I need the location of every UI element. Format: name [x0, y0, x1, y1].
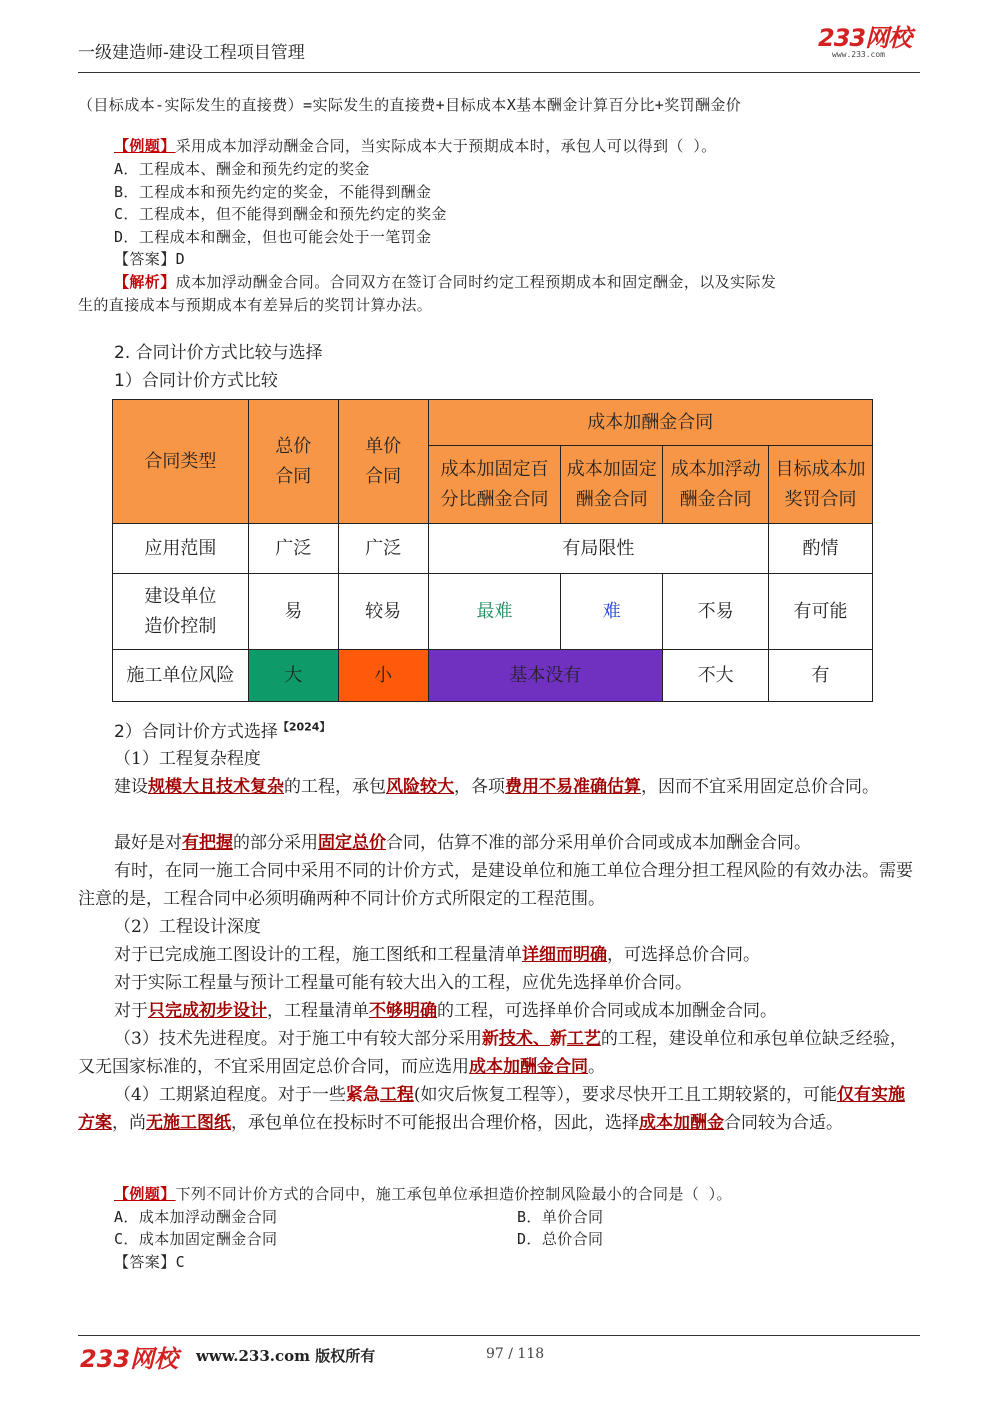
sel-para-8: （4）工期紧迫程度。对于一些紧急工程(如灾后恢复工程等），要求尽快开工且工期较紧的，可能仅有实施方案，尚无施工图纸，承包单位在投标时不可能报出合理价格，因此，选择成本加酬金合同较为合适。	[78, 1085, 905, 1133]
table-cell: 较易	[338, 574, 428, 650]
q1-analysis-label: 【解析】	[114, 273, 176, 291]
table-cell: 大	[248, 650, 338, 702]
page-number: 97 / 118	[486, 1346, 545, 1362]
footer-divider	[78, 1335, 920, 1336]
header-target-cost: 目标成本加 奖罚合同	[769, 446, 873, 524]
q1-analysis-text1: 成本加浮动酬金合同。合同双方在签订合同时约定工程预期成本和固定酬金，以及实际发	[175, 273, 777, 291]
table-cell: 广泛	[338, 524, 428, 574]
sel-para-5: 对于实际工程量与预计工程量可能有较大出入的工程，应优先选择单价合同。	[114, 973, 692, 993]
table-cell: 有	[769, 650, 873, 702]
q2-answer: 【答案】C	[114, 1253, 186, 1271]
header-unit-price: 单价 合同	[338, 400, 428, 524]
q2-option-d: D．总价合同	[517, 1230, 604, 1248]
table-cell: 基本没有	[428, 650, 663, 702]
q2-label: 【例题】	[114, 1185, 176, 1203]
table-row	[113, 524, 873, 574]
formula-line: （目标成本-实际发生的直接费）=实际发生的直接费+目标成本X基本酬金计算百分比+奖罚酬金价	[78, 96, 742, 114]
sel-para-7: （3）技术先进程度。对于施工中有较大部分采用新技术、新工艺的工程，建设单位和承包单位缺乏经验，又无国家标准的，不宜采用固定总价合同，而应选用成本加酬金合同。	[78, 1029, 907, 1077]
comparison-table	[112, 399, 873, 702]
table-cell: 酌情	[769, 524, 873, 574]
header-lump-sum: 总价 合同	[248, 400, 338, 524]
table-cell: 有局限性	[428, 524, 769, 574]
sel-heading-2: （2）工程设计深度	[114, 917, 261, 937]
sel-para-6: 对于只完成初步设计，工程量清单不够明确的工程，可选择单价合同或成本加酬金合同。	[114, 1001, 777, 1021]
table-cell: 易	[248, 574, 338, 650]
header-cost-plus-fixed: 成本加固定 酬金合同	[561, 446, 663, 524]
footer-copyright: www.233.com 版权所有	[196, 1347, 376, 1365]
q2-option-c: C．成本加固定酬金合同	[114, 1230, 278, 1248]
q1-stem-text: 采用成本加浮动酬金合同，当实际成本大于预期成本时，承包人可以得到（ ）。	[175, 137, 717, 155]
logo-url: www.233.com	[832, 50, 885, 59]
section-heading: 2. 合同计价方式比较与选择	[114, 343, 323, 363]
header-title: 一级建造师-建设工程项目管理	[78, 43, 305, 63]
header-contract-type: 合同类型	[113, 400, 249, 524]
table-cell: 小	[338, 650, 428, 702]
q1-option-d: D．工程成本和酬金，但也可能会处于一笔罚金	[114, 228, 432, 246]
q1-option-b: B．工程成本和预先约定的奖金，不能得到酬金	[114, 183, 432, 201]
sel-heading-1: （1）工程复杂程度	[114, 749, 261, 769]
header-cost-plus-float: 成本加浮动 酬金合同	[663, 446, 769, 524]
table-cell: 不易	[663, 574, 769, 650]
q1-option-a: A．工程成本、酬金和预先约定的奖金	[114, 160, 370, 178]
header-divider	[78, 72, 920, 73]
table-cell: 广泛	[248, 524, 338, 574]
q2-option-a: A．成本加浮动酬金合同	[114, 1208, 278, 1226]
footer-logo[interactable]: 233网校	[80, 1345, 179, 1373]
row-label: 建设单位 造价控制	[113, 574, 249, 650]
q2-stem-text: 下列不同计价方式的合同中，施工承包单位承担造价控制风险最小的合同是（ ）。	[175, 1185, 732, 1203]
q2-stem	[114, 1183, 732, 1205]
header-cost-plus: 成本加酬金合同	[428, 400, 872, 446]
brand-logo[interactable]	[818, 26, 928, 64]
q1-option-c: C．工程成本，但不能得到酬金和预先约定的奖金	[114, 205, 447, 223]
sel-para-3: 有时，在同一施工合同中采用不同的计价方式，是建设单位和施工单位合理分担工程风险的有效办法。需要注意的是，工程合同中必须明确两种不同计价方式所限定的工程范围。	[78, 861, 913, 909]
table-row	[113, 650, 873, 702]
q1-analysis-cont: 生的直接成本与预期成本有差异后的奖罚计算办法。	[78, 296, 433, 314]
row-label: 施工单位风险	[113, 650, 249, 702]
row-label: 应用范围	[113, 524, 249, 574]
q1-answer: 【答案】D	[114, 250, 186, 268]
table-cell: 不大	[663, 650, 769, 702]
year-tag: 【2024】	[277, 720, 331, 734]
sel-para-1: 建设规模大且技术复杂的工程，承包风险较大，各项费用不易准确估算，因而不宜采用固定总价合同。	[114, 777, 879, 797]
q1-analysis	[114, 271, 776, 293]
table-cell: 难	[561, 574, 663, 650]
q1-stem	[114, 135, 717, 157]
subsection-heading: 1）合同计价方式比较	[114, 371, 278, 391]
table-cell: 最难	[428, 574, 561, 650]
table-row	[113, 574, 873, 650]
sel-para-4: 对于已完成施工图设计的工程，施工图纸和工程量清单详细而明确，可选择总价合同。	[114, 945, 760, 965]
sel-para-2: 最好是对有把握的部分采用固定总价合同，估算不准的部分采用单价合同或成本加酬金合同。	[114, 833, 811, 853]
header-cost-plus-pct: 成本加固定百 分比酬金合同	[428, 446, 561, 524]
subsection-heading-2: 2）合同计价方式选择$^{【2024】}$	[114, 720, 331, 742]
q1-label: 【例题】	[114, 137, 176, 155]
q2-option-b: B．单价合同	[517, 1208, 604, 1226]
table-cell: 有可能	[769, 574, 873, 650]
logo-text: 233网校	[818, 24, 912, 52]
